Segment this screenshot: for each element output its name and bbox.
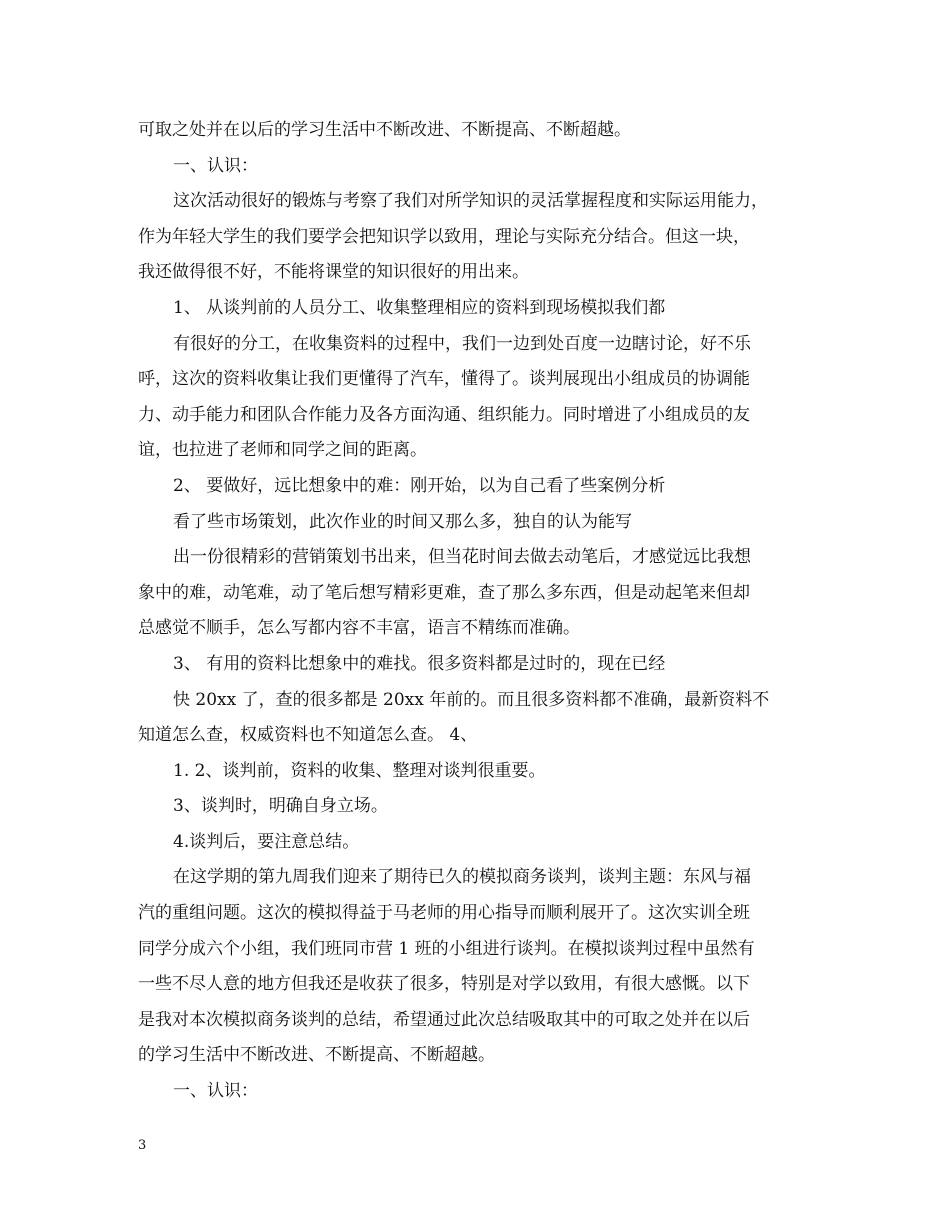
text-line: 总感觉不顺手，怎么写都内容不丰富，语言不精练而准确。 xyxy=(138,618,580,639)
text-line: 这次活动很好的锻炼与考察了我们对所学知识的灵活掌握程度和实际运用能力， xyxy=(173,191,768,212)
text-line: 一些不尽人意的地方但我还是收获了很多，特别是对学以致用，有很大感慨。以下 xyxy=(138,974,750,995)
text-line: 3、 有用的资料比想象中的难找。很多资料都是过时的，现在已经 xyxy=(173,653,666,674)
page-number: 3 xyxy=(138,1138,147,1153)
text-line: 呼，这次的资料收集让我们更懂得了汽车，懂得了。谈判展现出小组成员的协调能 xyxy=(138,369,750,390)
text-line: 力、动手能力和团队合作能力及各方面沟通、组织能力。同时增进了小组成员的友 xyxy=(138,404,750,425)
text-line: 一、认识： xyxy=(173,1081,258,1102)
text-line: 可取之处并在以后的学习生活中不断改进、不断提高、不断超越。 xyxy=(138,120,631,140)
text-line: 3、谈判时，明确自身立场。 xyxy=(173,796,388,817)
text-line: 谊，也拉进了老师和同学之间的距离。 xyxy=(138,440,427,461)
text-line: 一、认识： xyxy=(173,155,258,176)
text-line: 是我对本次模拟商务谈判的总结，希望通过此次总结吸取其中的可取之处并在以后 xyxy=(138,1009,750,1030)
document-body xyxy=(138,113,828,1110)
text-line: 我还做得很不好，不能将课堂的知识很好的用出来。 xyxy=(138,262,529,283)
text-line: 汽的重组问题。这次的模拟得益于马老师的用心指导而顺利展开了。这次实训全班 xyxy=(138,903,750,924)
text-line: 同学分成六个小组，我们班同市营 1 班的小组进行谈判。在模拟谈判过程中虽然有 xyxy=(138,938,755,959)
text-line: 1、 从谈判前的人员分工、收集整理相应的资料到现场模拟我们都 xyxy=(173,297,666,318)
text-line: 的学习生活中不断改进、不断提高、不断超越。 xyxy=(138,1045,495,1066)
text-line: 快 20xx 了，查的很多都是 20xx 年前的。而且很多资料都不准确，最新资料不 xyxy=(173,689,770,710)
text-line: 有很好的分工，在收集资料的过程中，我们一边到处百度一边瞎讨论，好不乐 xyxy=(173,333,751,354)
text-line: 知道怎么查，权威资料也不知道怎么查。 4、 xyxy=(138,725,478,746)
text-line: 1. 2、谈判前，资料的收集、整理对谈判很重要。 xyxy=(173,760,546,781)
text-line: 在这学期的第九周我们迎来了期待已久的模拟商务谈判，谈判主题：东风与福 xyxy=(173,867,751,888)
text-line: 2、 要做好，远比想象中的难：刚开始，以为自己看了些案例分析 xyxy=(173,475,666,496)
text-line: 出一份很精彩的营销策划书出来，但当花时间去做去动笔后，才感觉远比我想 xyxy=(173,547,751,568)
text-line: 作为年轻大学生的我们要学会把知识学以致用，理论与实际充分结合。但这一块， xyxy=(138,226,750,247)
text-line: 看了些市场策划，此次作业的时间又那么多，独自的认为能写 xyxy=(173,511,632,532)
text-line: 象中的难，动笔难，动了笔后想写精彩更难，查了那么多东西，但是动起笔来但却 xyxy=(138,582,750,603)
text-line: 4.谈判后，要注意总结。 xyxy=(173,831,360,852)
